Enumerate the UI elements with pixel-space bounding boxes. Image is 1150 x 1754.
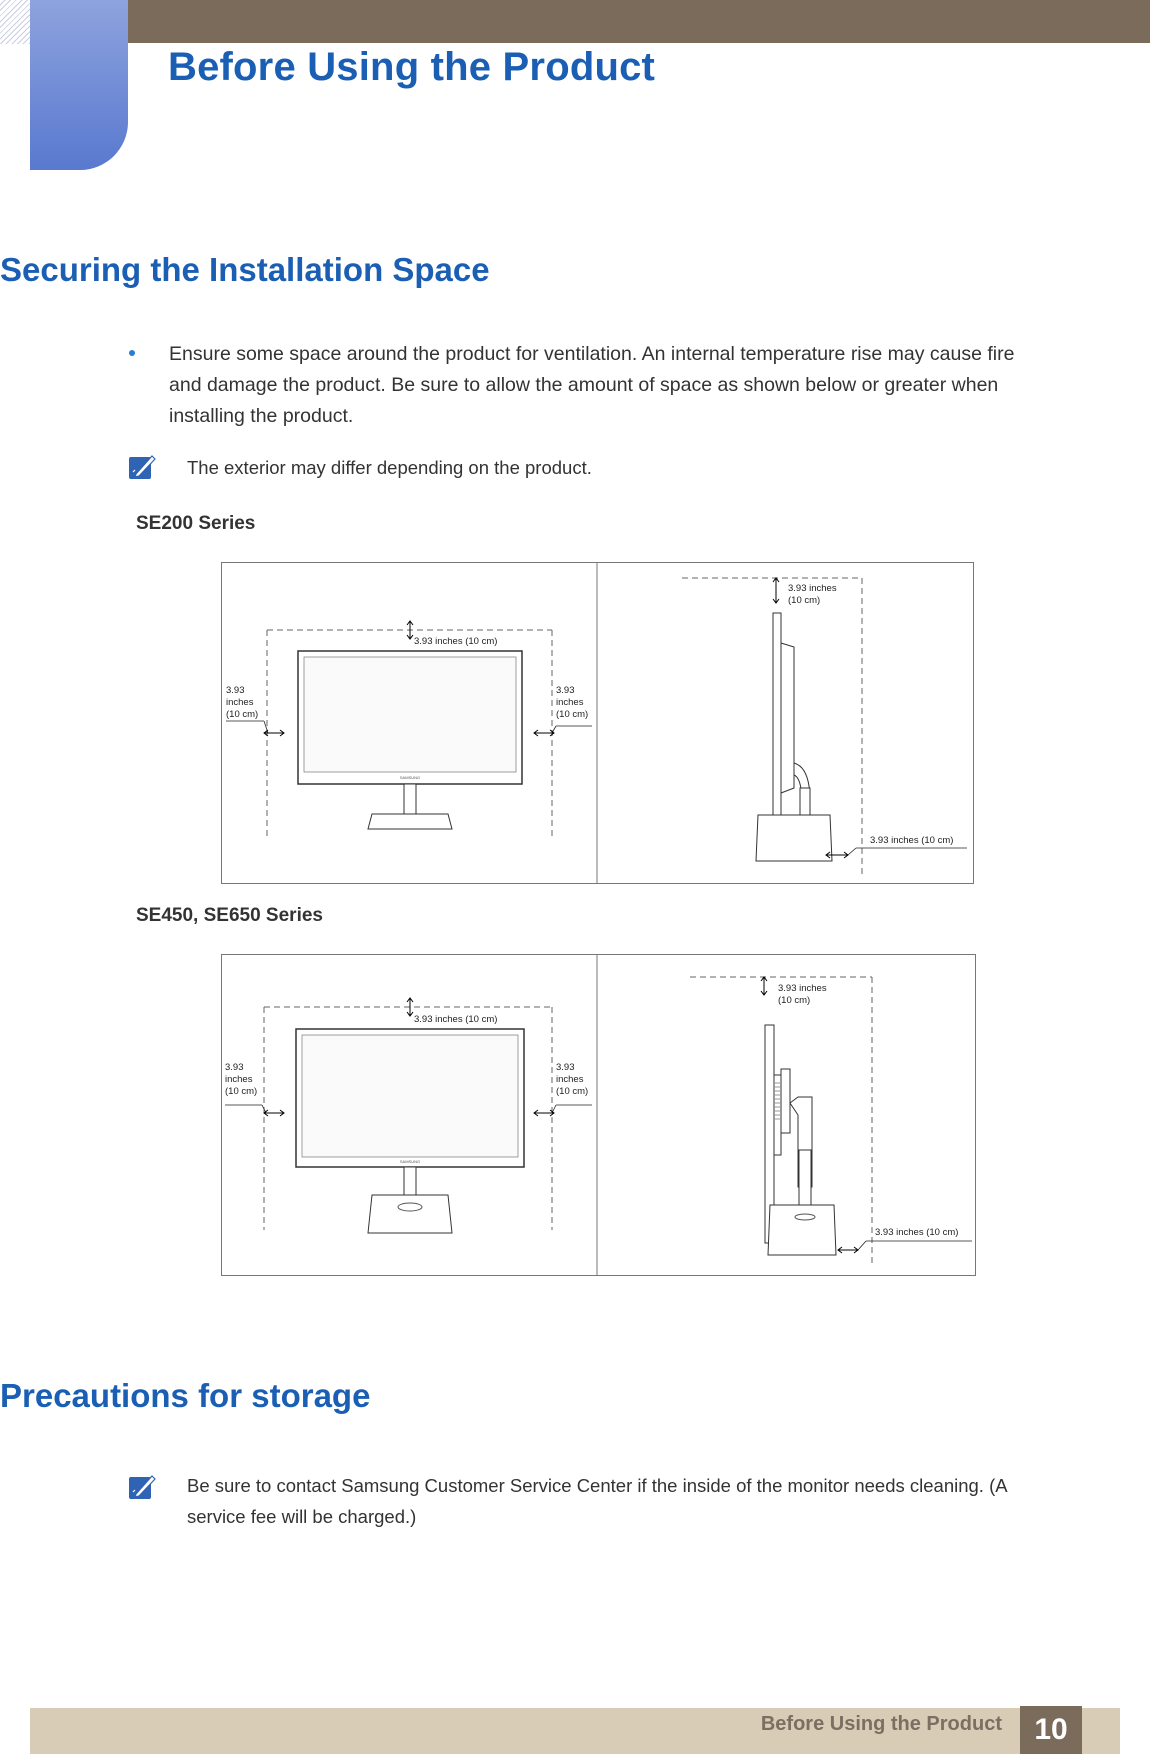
se200-side-top-label-2: (10 cm) xyxy=(788,595,821,606)
se200-front-top-label: 3.93 inches (10 cm) xyxy=(414,636,498,647)
se200-brand-logo: SAMSUNG xyxy=(399,775,421,780)
se200-left-label-1: 3.93 xyxy=(226,685,245,696)
figure-se200 xyxy=(221,562,974,884)
figure-se450 xyxy=(221,954,976,1276)
series-label-se200: SE200 Series xyxy=(136,513,256,534)
page-number: 10 xyxy=(1020,1706,1082,1754)
se450-side-top-label-2: (10 cm) xyxy=(778,995,811,1006)
header-bar xyxy=(128,0,1150,43)
se200-front-view xyxy=(226,621,592,838)
se450-side-top-label-1: 3.93 inches xyxy=(778,983,827,994)
note-text-storage-line2: service fee will be charged.) xyxy=(187,1506,417,1527)
se450-front-top-label: 3.93 inches (10 cm) xyxy=(414,1014,498,1025)
se450-side-back-label: 3.93 inches (10 cm) xyxy=(875,1227,959,1238)
bullet-text-line1: Ensure some space around the product for ventilation. An internal temperature rise may cause fire xyxy=(169,343,1015,365)
note-icon xyxy=(128,452,156,480)
se450-front-view xyxy=(225,998,592,1233)
se200-side-top-label-1: 3.93 inches xyxy=(788,583,837,594)
se450-side-view xyxy=(690,977,972,1267)
se200-right-label-2: inches xyxy=(556,697,584,708)
section-title-storage: Precautions for storage xyxy=(0,1377,371,1414)
se200-right-label-1: 3.93 xyxy=(556,685,575,696)
bullet-dot xyxy=(129,350,135,356)
footer-chapter-label: Before Using the Product xyxy=(760,1713,1002,1735)
se450-right-label-3: (10 cm) xyxy=(556,1086,589,1097)
se200-left-label-3: (10 cm) xyxy=(226,709,259,720)
se450-left-label-2: inches xyxy=(225,1074,253,1085)
series-label-se450: SE450, SE650 Series xyxy=(136,905,323,926)
se200-side-back-label: 3.93 inches (10 cm) xyxy=(870,835,954,846)
se450-right-label-1: 3.93 xyxy=(556,1062,575,1073)
bullet-text-line2: and damage the product. Be sure to allow the amount of space as shown below or greater when xyxy=(169,374,999,396)
note-icon xyxy=(128,1472,156,1500)
se450-left-label-3: (10 cm) xyxy=(225,1086,258,1097)
bullet-text-line3: installing the product. xyxy=(169,405,354,427)
chapter-title: Before Using the Product xyxy=(168,45,656,89)
header-hatch xyxy=(0,0,30,44)
note-text-exterior: The exterior may differ depending on the product. xyxy=(187,457,592,478)
se450-left-label-1: 3.93 xyxy=(225,1062,244,1073)
section-title-installation: Securing the Installation Space xyxy=(0,251,490,288)
se200-right-label-3: (10 cm) xyxy=(556,709,589,720)
se450-brand-logo: SAMSUNG xyxy=(399,1159,421,1164)
note-text-storage-line1: Be sure to contact Samsung Customer Service Center if the inside of the monitor needs cleaning. (A xyxy=(187,1475,1008,1496)
se200-left-label-2: inches xyxy=(226,697,254,708)
se450-right-label-2: inches xyxy=(556,1074,584,1085)
se200-side-view xyxy=(682,578,967,875)
se200-side-panel xyxy=(773,613,781,835)
chapter-tab xyxy=(30,0,128,170)
